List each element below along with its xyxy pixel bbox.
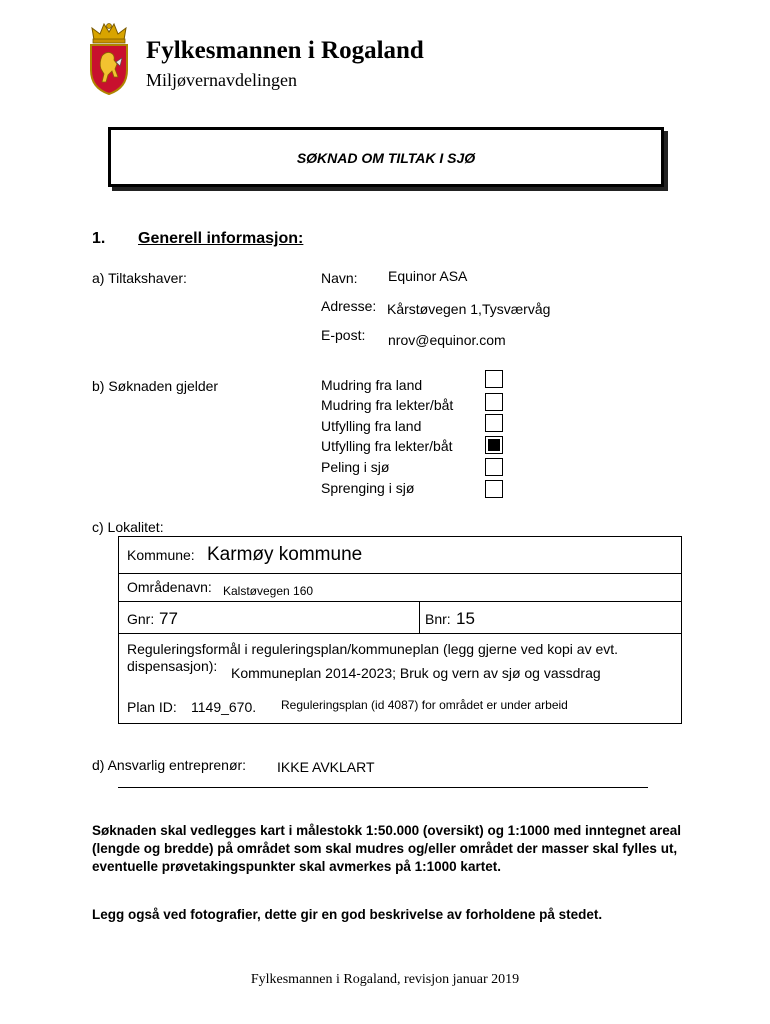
name-value[interactable]: Equinor ASA bbox=[388, 268, 468, 284]
bnr-label: Bnr: bbox=[425, 611, 451, 627]
zoning-purpose-label-continued: dispensasjon): bbox=[127, 658, 218, 674]
area-name-value[interactable]: Kalstøvegen 160 bbox=[223, 584, 314, 598]
form-title: SØKNAD OM TILTAK I SJØ bbox=[296, 150, 476, 166]
location-label: c) Lokalitet: bbox=[92, 519, 164, 535]
contractor-underline bbox=[118, 787, 648, 788]
gnr-label: Gnr: bbox=[127, 611, 155, 627]
option-checkbox[interactable] bbox=[485, 414, 503, 432]
option-label: Mudring fra land bbox=[321, 377, 423, 393]
option-label: Peling i sjø bbox=[321, 459, 390, 475]
option-checkbox[interactable] bbox=[485, 370, 503, 388]
contractor-label: d) Ansvarlig entreprenør: bbox=[92, 757, 247, 773]
page-footer: Fylkesmannen i Rogaland, revisjon januar 2019 bbox=[250, 972, 520, 987]
table-divider bbox=[119, 601, 681, 602]
location-table bbox=[118, 536, 682, 724]
table-divider bbox=[119, 573, 681, 574]
section-number: 1. bbox=[92, 230, 106, 247]
table-divider bbox=[419, 601, 420, 633]
option-label: Mudring fra lekter/båt bbox=[321, 397, 454, 413]
form-title-box bbox=[108, 127, 664, 187]
municipality-label: Kommune: bbox=[127, 547, 195, 563]
attachment-requirement-note: Søknaden skal vedlegges kart i målestokk 1:50.000 (oversikt) og 1:1000 med inntegnet areal (lengde og bredde) på området som skal mudres og/eller området der masser skal fylles ut, eventuelle prøvetakingspunkter skal avmerkes på 1:1000 kartet. bbox=[92, 823, 682, 874]
name-label: Navn: bbox=[321, 270, 358, 286]
photo-requirement-note: Legg også ved fotografier, dette gir en god beskrivelse av forholdene på stedet. bbox=[92, 907, 603, 922]
email-label: E-post: bbox=[321, 327, 366, 343]
area-name-label: Områdenavn: bbox=[127, 579, 212, 595]
organization-name: Fylkesmannen i Rogaland bbox=[146, 37, 424, 64]
section-title: Generell informasjon: bbox=[138, 230, 304, 247]
application-type-label: b) Søknaden gjelder bbox=[92, 378, 219, 394]
zoning-purpose-label: Reguleringsformål i reguleringsplan/kommuneplan (legg gjerne ved kopi av evt. bbox=[127, 641, 619, 657]
plan-id-label: Plan ID: bbox=[127, 699, 177, 715]
address-value[interactable]: Kårstøvegen 1,Tysværvåg bbox=[387, 301, 551, 317]
department-name: Miljøvernavdelingen bbox=[146, 70, 297, 90]
option-label: Utfylling fra land bbox=[321, 418, 422, 434]
contractor-value[interactable]: IKKE AVKLART bbox=[277, 759, 375, 775]
table-divider bbox=[119, 633, 681, 634]
applicant-label: a) Tiltakshaver: bbox=[92, 270, 187, 286]
zoning-purpose-value[interactable]: Kommuneplan 2014-2023; Bruk og vern av sjø og vassdrag bbox=[231, 665, 601, 681]
option-label: Sprenging i sjø bbox=[321, 480, 415, 496]
bnr-value[interactable]: 15 bbox=[456, 609, 475, 628]
plan-id-value[interactable]: 1149_670. bbox=[191, 699, 257, 715]
email-value[interactable]: nrov@equinor.com bbox=[388, 332, 506, 348]
option-checkbox-checked[interactable] bbox=[485, 436, 503, 454]
option-label: Utfylling fra lekter/båt bbox=[321, 438, 453, 454]
option-checkbox[interactable] bbox=[485, 480, 503, 498]
plan-note[interactable]: Reguleringsplan (id 4087) for området er under arbeid bbox=[281, 698, 568, 712]
address-label: Adresse: bbox=[321, 298, 377, 314]
option-checkbox[interactable] bbox=[485, 393, 503, 411]
gnr-value[interactable]: 77 bbox=[159, 609, 178, 628]
municipality-value[interactable]: Karmøy kommune bbox=[207, 544, 363, 565]
option-checkbox[interactable] bbox=[485, 458, 503, 476]
coat-of-arms-icon bbox=[86, 22, 132, 96]
